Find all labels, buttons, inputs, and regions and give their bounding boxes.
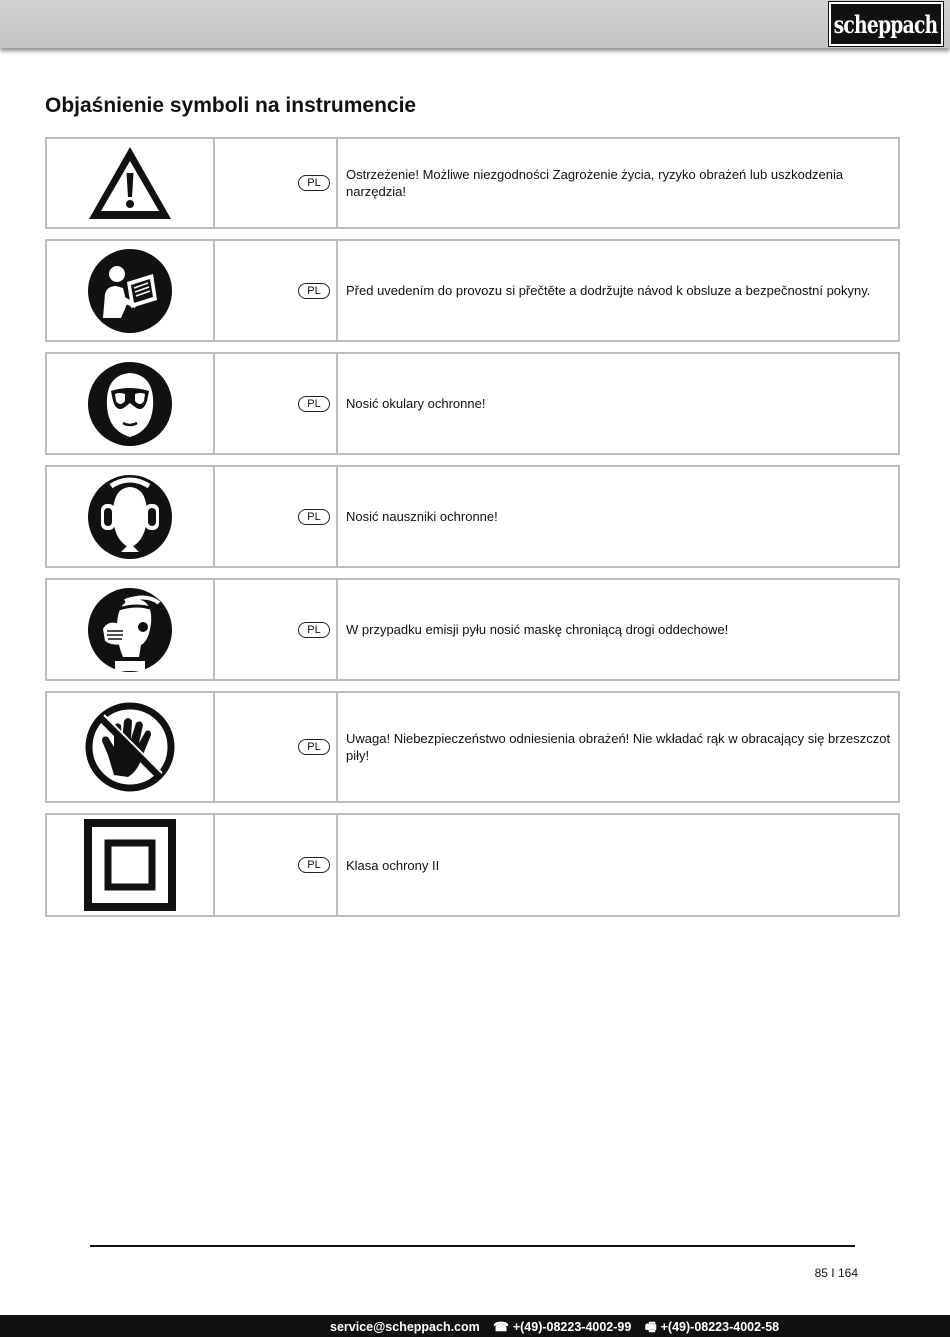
description-text: W przypadku emisji pyłu nosić maskę chroniącą drogi oddechowe!	[346, 622, 729, 637]
fax-icon: 🖷	[644, 1320, 657, 1334]
lang-badge: PL	[298, 175, 330, 191]
description-text: Nosić nauszniki ochronne!	[346, 509, 498, 524]
dust-mask-icon	[87, 587, 173, 673]
table-row	[45, 352, 900, 455]
service-email[interactable]: service@scheppach.com	[330, 1320, 480, 1334]
header-band	[0, 0, 950, 48]
description-text: Uwaga! Niebezpieczeństwo odniesienia obrażeń! Nie wkładać rąk w obracający się brzeszczot piły!	[346, 731, 891, 763]
lang-badge: PL	[298, 739, 330, 755]
scheppach-logo	[829, 2, 943, 46]
phone-icon: ☎	[493, 1320, 509, 1334]
contact-info	[330, 1318, 789, 1337]
page-number: 85 I 164	[814, 1266, 858, 1280]
lang-cell	[215, 580, 338, 679]
footer-divider	[90, 1245, 855, 1247]
icon-cell	[47, 241, 215, 340]
phone-number: +(49)-08223-4002-99	[512, 1320, 632, 1334]
lang-badge: PL	[298, 622, 330, 638]
description-text: Před uvedením do provozu si přečtěte a dodržujte návod k obsluze a bezpečnostní pokyny.	[346, 283, 871, 298]
icon-cell	[47, 139, 215, 227]
icon-cell	[47, 467, 215, 566]
footer-contact-bar	[0, 1315, 950, 1337]
lang-badge: PL	[298, 396, 330, 412]
icon-cell	[47, 580, 215, 679]
icon-cell	[47, 693, 215, 801]
table-row	[45, 137, 900, 229]
protection-class-2-icon	[84, 819, 176, 911]
lang-cell	[215, 467, 338, 566]
lang-badge: PL	[298, 283, 330, 299]
description-text: Klasa ochrony II	[346, 857, 440, 873]
table-row	[45, 813, 900, 917]
lang-cell	[215, 241, 338, 340]
safety-goggles-icon	[87, 361, 173, 447]
page-title: Objaśnienie symboli na instrumencie	[45, 94, 417, 117]
icon-cell	[47, 815, 215, 915]
lang-cell	[215, 139, 338, 227]
lang-cell	[215, 815, 338, 915]
lang-badge: PL	[298, 509, 330, 525]
no-hands-icon	[84, 701, 176, 793]
lang-cell	[215, 354, 338, 453]
lang-cell	[215, 693, 338, 801]
ear-protection-icon	[87, 474, 173, 560]
table-row	[45, 239, 900, 342]
warning-triangle-icon	[85, 143, 175, 223]
table-row	[45, 691, 900, 803]
description-text: Nosić okulary ochronne!	[346, 396, 486, 411]
logo-text: scheppach	[834, 9, 938, 39]
table-row	[45, 465, 900, 568]
table-row	[45, 578, 900, 681]
description-text: Ostrzeżenie! Możliwe niezgodności Zagrożenie życia, ryzyko obrażeń lub uszkodzenia narzędzia!	[346, 167, 844, 199]
icon-cell	[47, 354, 215, 453]
read-manual-icon	[87, 248, 173, 334]
lang-badge: PL	[298, 857, 330, 873]
fax-number: +(49)-08223-4002-58	[660, 1320, 780, 1334]
